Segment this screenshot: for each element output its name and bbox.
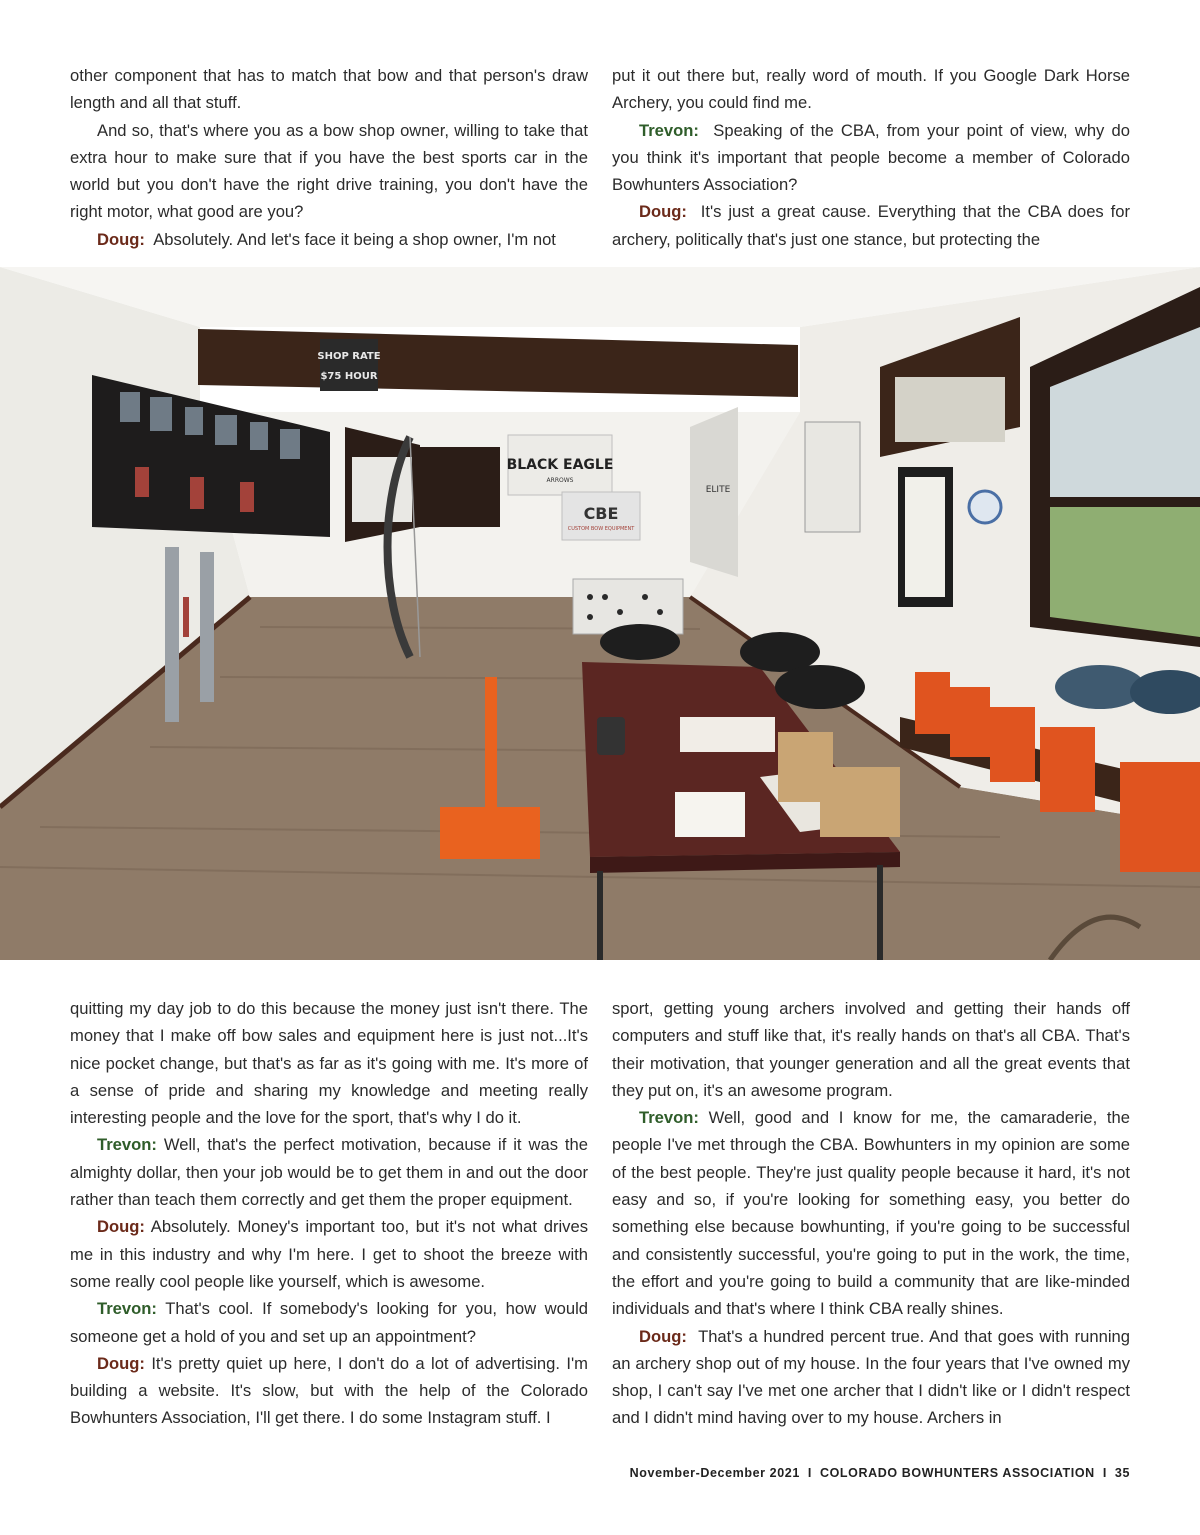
paragraph-text: It's pretty quiet up here, I don't do a lot of advertising. I'm building a website. It's slow, but with the help of the Colorado Bowhunters Association, I'll get there. I do some Instagram stuff. I bbox=[70, 1353, 588, 1428]
page-footer bbox=[630, 1466, 1130, 1480]
bottom-right-column bbox=[612, 995, 1130, 1432]
speaker-label: Doug: bbox=[97, 1217, 145, 1237]
shop-rate-sign-line1: SHOP RATE bbox=[317, 351, 381, 362]
paragraph: sport, getting young archers involved and getting their hands off computers and stuff like that, it's really hands on that's all CBA. That's their motivation, that younger generation and all the great events that they put on, it's an awesome program. bbox=[612, 999, 1130, 1100]
speaker-label: Trevon: bbox=[639, 1108, 699, 1128]
black-eagle-banner: BLACK EAGLE bbox=[506, 457, 614, 473]
paragraph bbox=[70, 1295, 588, 1350]
paragraph bbox=[70, 226, 588, 253]
paragraph bbox=[612, 1323, 1130, 1432]
speaker-label: Doug: bbox=[639, 1326, 687, 1346]
speaker-label: Doug: bbox=[97, 229, 145, 249]
paragraph bbox=[612, 198, 1130, 253]
paragraph-text: Absolutely. Money's important too, but it's not what drives me in this industry and why I'm here. I get to shoot the breeze with some really cool people like yourself, which is awesome. bbox=[70, 1217, 588, 1291]
paragraph-text: It's just a great cause. Everything that the CBA does for archery, politically that's just one stance, but protecting the bbox=[612, 202, 1130, 249]
speaker-label: Trevon: bbox=[97, 1135, 157, 1155]
paragraph bbox=[70, 1213, 588, 1295]
archery-shop-photo bbox=[0, 267, 1200, 960]
paragraph-text: Absolutely. And let's face it being a shop owner, I'm not bbox=[153, 229, 556, 249]
speaker-label: Doug: bbox=[639, 202, 687, 222]
footer-separator: I bbox=[807, 1466, 812, 1480]
top-left-column bbox=[70, 62, 588, 253]
speaker-label: Trevon: bbox=[639, 120, 699, 140]
issue-date: November-December 2021 bbox=[629, 1466, 800, 1480]
paragraph: And so, that's where you as a bow shop owner, willing to take that extra hour to make sure that if you have the best sports car in the world but you don't have the right drive training, you don't have the right motor, what good are you? bbox=[70, 120, 588, 222]
cbe-banner: CBE bbox=[583, 504, 619, 523]
page-number: 35 bbox=[1114, 1466, 1130, 1480]
speaker-label: Trevon: bbox=[97, 1299, 157, 1319]
paragraph-text: Well, good and I know for me, the camaraderie, the people I've met through the CBA. Bowhunters in my opinion are some of the best people. They're just quality people because it hard, it's not easy and so, if you're looking for something easy, you better do something else because bowhunting, if you're going to be successful and consistently successful, you're going to put in the work, the time, the effort and you're going to build a community that are like-minded individuals and that's where I think CBA really shines. bbox=[612, 1108, 1130, 1319]
elite-banner: ELITE bbox=[705, 485, 731, 495]
paragraph bbox=[70, 1350, 588, 1432]
paragraph: other component that has to match that bow and that person's draw length and all that stuff. bbox=[70, 66, 588, 113]
paragraph: quitting my day job to do this because the money just isn't there. The money that I make off bow sales and equipment here is just not...It's nice pocket change, but that's as far as it's going with me. It's more of a sense of pride and sharing my knowledge and meeting really interesting people and the love for the sport, that's why I do it. bbox=[70, 999, 588, 1128]
cbe-banner-sub: CUSTOM BOW EQUIPMENT bbox=[567, 526, 635, 532]
paragraph: put it out there but, really word of mouth. If you Google Dark Horse Archery, you could find me. bbox=[612, 66, 1130, 113]
footer-separator: I bbox=[1102, 1466, 1107, 1480]
paragraph-text: That's cool. If somebody's looking for you, how would someone get a hold of you and set up an appointment? bbox=[70, 1299, 588, 1346]
paragraph-text: Well, that's the perfect motivation, because if it was the almighty dollar, then your job would be to get them in and out the door rather than teach them correctly and get them the proper equipment. bbox=[70, 1135, 588, 1210]
paragraph-text: That's a hundred percent true. And that goes with running an archery shop out of my house. In the four years that I've owned my shop, I can't say I've met one archer that I didn't like or I didn't respect and I didn't mind having over to my house. Archers in bbox=[612, 1326, 1130, 1428]
publication-name: COLORADO BOWHUNTERS ASSOCIATION bbox=[819, 1466, 1095, 1480]
top-right-column bbox=[612, 62, 1130, 253]
speaker-label: Doug: bbox=[97, 1353, 145, 1373]
paragraph bbox=[612, 117, 1130, 199]
black-eagle-banner-sub: ARROWS bbox=[546, 477, 574, 484]
paragraph-text: Speaking of the CBA, from your point of view, why do you think it's important that people become a member of Colorado Bowhunters Association? bbox=[612, 120, 1130, 195]
paragraph bbox=[70, 1131, 588, 1213]
paragraph bbox=[612, 1104, 1130, 1322]
bottom-left-column bbox=[70, 995, 588, 1432]
shop-rate-sign-line2: $75 HOUR bbox=[320, 371, 378, 382]
